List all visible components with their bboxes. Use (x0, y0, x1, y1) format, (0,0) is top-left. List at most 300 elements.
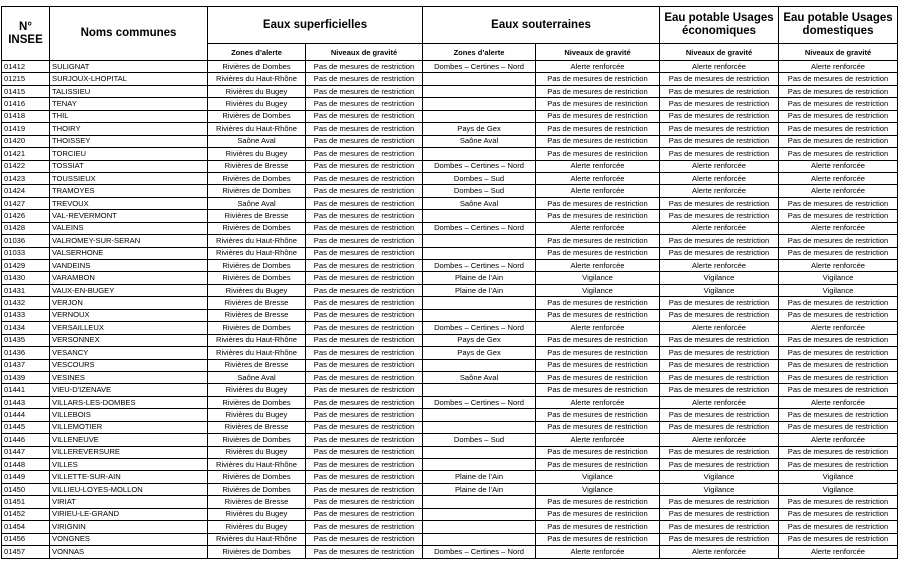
zone-souterraine-cell (423, 247, 536, 259)
zone-souterraine-cell: Pays de Gex (423, 123, 536, 135)
table-header (2, 7, 898, 61)
niveau-superficielle-cell: Pas de mesures de restriction (306, 73, 423, 85)
table-row (2, 135, 898, 147)
commune-name-cell: VERSONNEX (50, 334, 208, 346)
commune-name-cell: VALROMEY-SUR-SERAN (50, 235, 208, 247)
niveau-souterraine-cell: Alerte renforcée (536, 185, 660, 197)
niveau-eau-potable-domestique-cell: Alerte renforcée (779, 172, 898, 184)
insee-code-cell: 01446 (2, 434, 50, 446)
niveau-eau-potable-domestique-cell: Alerte renforcée (779, 185, 898, 197)
insee-code-cell: 01448 (2, 459, 50, 471)
niveau-souterraine-cell: Alerte renforcée (536, 172, 660, 184)
insee-code-cell: 01426 (2, 210, 50, 222)
subheader-niveaux-souterraines: Niveaux de gravité (536, 44, 660, 61)
insee-code-cell: 01457 (2, 546, 50, 558)
zone-souterraine-cell: Plaine de l’Ain (423, 272, 536, 284)
niveau-eau-potable-domestique-cell: Pas de mesures de restriction (779, 409, 898, 421)
niveau-eau-potable-domestique-cell: Pas de mesures de restriction (779, 210, 898, 222)
zone-souterraine-cell (423, 235, 536, 247)
niveau-souterraine-cell: Pas de mesures de restriction (536, 135, 660, 147)
subheader-zones-souterraines: Zones d’alerte (423, 44, 536, 61)
niveau-eau-potable-domestique-cell: Pas de mesures de restriction (779, 508, 898, 520)
zone-souterraine-cell: Saône Aval (423, 197, 536, 209)
insee-code-cell: 01215 (2, 73, 50, 85)
zone-superficielle-cell: Rivières de Bresse (208, 297, 306, 309)
commune-name-cell: VILLES (50, 459, 208, 471)
niveau-eau-potable-domestique-cell: Alerte renforcée (779, 222, 898, 234)
table-row (2, 359, 898, 371)
zone-souterraine-cell (423, 148, 536, 160)
zone-souterraine-cell: Dombes – Sud (423, 185, 536, 197)
niveau-eau-potable-economique-cell: Pas de mesures de restriction (660, 347, 779, 359)
commune-name-cell: VILLENEUVE (50, 434, 208, 446)
zone-souterraine-cell (423, 110, 536, 122)
zone-souterraine-cell: Pays de Gex (423, 334, 536, 346)
commune-name-cell: VIEU-D'IZENAVE (50, 384, 208, 396)
zone-souterraine-cell (423, 446, 536, 458)
niveau-superficielle-cell: Pas de mesures de restriction (306, 210, 423, 222)
zone-souterraine-cell: Saône Aval (423, 371, 536, 383)
niveau-souterraine-cell: Pas de mesures de restriction (536, 148, 660, 160)
commune-name-cell: TOSSIAT (50, 160, 208, 172)
niveau-eau-potable-economique-cell: Pas de mesures de restriction (660, 98, 779, 110)
insee-code-cell: 01419 (2, 123, 50, 135)
niveau-superficielle-cell: Pas de mesures de restriction (306, 222, 423, 234)
niveau-eau-potable-economique-cell: Pas de mesures de restriction (660, 508, 779, 520)
zone-superficielle-cell: Rivières du Haut-Rhône (208, 123, 306, 135)
niveau-souterraine-cell: Vigilance (536, 483, 660, 495)
commune-name-cell: TORCIEU (50, 148, 208, 160)
zone-superficielle-cell: Rivières de Bresse (208, 160, 306, 172)
zone-superficielle-cell: Rivières du Bugey (208, 521, 306, 533)
zone-superficielle-cell: Rivières du Haut-Rhône (208, 247, 306, 259)
zone-souterraine-cell (423, 533, 536, 545)
niveau-eau-potable-domestique-cell: Pas de mesures de restriction (779, 123, 898, 135)
insee-code-cell: 01452 (2, 508, 50, 520)
niveau-eau-potable-economique-cell: Pas de mesures de restriction (660, 210, 779, 222)
niveau-eau-potable-domestique-cell: Pas de mesures de restriction (779, 459, 898, 471)
zone-superficielle-cell: Rivières de Dombes (208, 61, 306, 73)
commune-name-cell: TREVOUX (50, 197, 208, 209)
niveau-souterraine-cell: Alerte renforcée (536, 160, 660, 172)
niveau-eau-potable-domestique-cell: Pas de mesures de restriction (779, 421, 898, 433)
insee-code-cell: 01430 (2, 272, 50, 284)
insee-code-cell: 01433 (2, 309, 50, 321)
niveau-eau-potable-domestique-cell: Vigilance (779, 284, 898, 296)
subheader-niveaux-economiques: Niveaux de gravité (660, 44, 779, 61)
table-row (2, 521, 898, 533)
zone-souterraine-cell (423, 521, 536, 533)
table-row (2, 172, 898, 184)
zone-superficielle-cell: Rivières de Dombes (208, 185, 306, 197)
niveau-superficielle-cell: Pas de mesures de restriction (306, 384, 423, 396)
commune-name-cell: VALSERHONE (50, 247, 208, 259)
niveau-eau-potable-domestique-cell: Pas de mesures de restriction (779, 247, 898, 259)
niveau-eau-potable-domestique-cell: Pas de mesures de restriction (779, 384, 898, 396)
commune-name-cell: VAL-REVERMONT (50, 210, 208, 222)
niveau-superficielle-cell: Pas de mesures de restriction (306, 459, 423, 471)
niveau-eau-potable-domestique-cell: Alerte renforcée (779, 322, 898, 334)
zone-superficielle-cell: Rivières de Bresse (208, 309, 306, 321)
insee-code-cell: 01416 (2, 98, 50, 110)
zone-superficielle-cell: Rivières de Dombes (208, 546, 306, 558)
niveau-eau-potable-domestique-cell: Pas de mesures de restriction (779, 197, 898, 209)
commune-name-cell: VONNAS (50, 546, 208, 558)
niveau-souterraine-cell: Vigilance (536, 471, 660, 483)
zone-superficielle-cell: Rivières du Haut-Rhône (208, 235, 306, 247)
commune-name-cell: VILLEMOTIER (50, 421, 208, 433)
niveau-superficielle-cell: Pas de mesures de restriction (306, 247, 423, 259)
table-row (2, 508, 898, 520)
table-row (2, 160, 898, 172)
zone-superficielle-cell: Rivières de Dombes (208, 172, 306, 184)
table-row (2, 73, 898, 85)
niveau-eau-potable-domestique-cell: Pas de mesures de restriction (779, 110, 898, 122)
niveau-souterraine-cell: Pas de mesures de restriction (536, 197, 660, 209)
commune-name-cell: VESINES (50, 371, 208, 383)
niveau-souterraine-cell: Alerte renforcée (536, 546, 660, 558)
insee-code-cell: 01422 (2, 160, 50, 172)
niveau-souterraine-cell: Pas de mesures de restriction (536, 533, 660, 545)
niveau-souterraine-cell: Pas de mesures de restriction (536, 521, 660, 533)
niveau-eau-potable-domestique-cell: Pas de mesures de restriction (779, 496, 898, 508)
zone-souterraine-cell: Dombes – Certines – Nord (423, 61, 536, 73)
niveau-superficielle-cell: Pas de mesures de restriction (306, 185, 423, 197)
insee-code-cell: 01444 (2, 409, 50, 421)
niveau-eau-potable-economique-cell: Pas de mesures de restriction (660, 334, 779, 346)
table-row (2, 421, 898, 433)
commune-name-cell: TALISSIEU (50, 85, 208, 97)
niveau-souterraine-cell: Pas de mesures de restriction (536, 459, 660, 471)
niveau-eau-potable-economique-cell: Pas de mesures de restriction (660, 521, 779, 533)
niveau-superficielle-cell: Pas de mesures de restriction (306, 135, 423, 147)
commune-name-cell: VONGNES (50, 533, 208, 545)
niveau-superficielle-cell: Pas de mesures de restriction (306, 533, 423, 545)
niveau-souterraine-cell: Pas de mesures de restriction (536, 421, 660, 433)
table-row (2, 110, 898, 122)
insee-code-cell: 01432 (2, 297, 50, 309)
niveau-eau-potable-economique-cell: Alerte renforcée (660, 322, 779, 334)
table-row (2, 309, 898, 321)
zone-superficielle-cell: Rivières de Bresse (208, 210, 306, 222)
commune-name-cell: THOIRY (50, 123, 208, 135)
niveau-souterraine-cell: Pas de mesures de restriction (536, 247, 660, 259)
niveau-eau-potable-economique-cell: Alerte renforcée (660, 61, 779, 73)
niveau-souterraine-cell: Alerte renforcée (536, 396, 660, 408)
niveau-eau-potable-domestique-cell: Alerte renforcée (779, 546, 898, 558)
commune-name-cell: VERNOUX (50, 309, 208, 321)
header-insee: N° INSEE (2, 7, 50, 61)
niveau-superficielle-cell: Pas de mesures de restriction (306, 446, 423, 458)
zone-superficielle-cell: Rivières du Bugey (208, 85, 306, 97)
niveau-eau-potable-economique-cell: Vigilance (660, 471, 779, 483)
table-row (2, 334, 898, 346)
niveau-eau-potable-domestique-cell: Pas de mesures de restriction (779, 371, 898, 383)
niveau-superficielle-cell: Pas de mesures de restriction (306, 110, 423, 122)
niveau-superficielle-cell: Pas de mesures de restriction (306, 322, 423, 334)
restriction-table (1, 6, 898, 559)
commune-name-cell: VILLIEU-LOYES-MOLLON (50, 483, 208, 495)
niveau-eau-potable-domestique-cell: Pas de mesures de restriction (779, 334, 898, 346)
commune-name-cell: VILLARS-LES-DOMBES (50, 396, 208, 408)
niveau-superficielle-cell: Pas de mesures de restriction (306, 521, 423, 533)
niveau-superficielle-cell: Pas de mesures de restriction (306, 546, 423, 558)
niveau-eau-potable-domestique-cell: Vigilance (779, 272, 898, 284)
niveau-superficielle-cell: Pas de mesures de restriction (306, 148, 423, 160)
niveau-eau-potable-economique-cell: Pas de mesures de restriction (660, 235, 779, 247)
insee-code-cell: 01036 (2, 235, 50, 247)
commune-name-cell: VILLEREVERSURE (50, 446, 208, 458)
insee-code-cell: 01451 (2, 496, 50, 508)
niveau-souterraine-cell: Pas de mesures de restriction (536, 210, 660, 222)
table-row (2, 434, 898, 446)
niveau-souterraine-cell: Vigilance (536, 284, 660, 296)
table-row (2, 546, 898, 558)
zone-souterraine-cell: Dombes – Certines – Nord (423, 222, 536, 234)
zone-souterraine-cell (423, 496, 536, 508)
zone-souterraine-cell: Plaine de l’Ain (423, 483, 536, 495)
table-row (2, 347, 898, 359)
niveau-superficielle-cell: Pas de mesures de restriction (306, 508, 423, 520)
table-row (2, 371, 898, 383)
insee-code-cell: 01456 (2, 533, 50, 545)
commune-name-cell: VARAMBON (50, 272, 208, 284)
insee-code-cell: 01436 (2, 347, 50, 359)
commune-name-cell: VIRIGNIN (50, 521, 208, 533)
zone-superficielle-cell: Rivières de Dombes (208, 272, 306, 284)
niveau-superficielle-cell: Pas de mesures de restriction (306, 197, 423, 209)
table-row (2, 98, 898, 110)
header-communes: Noms communes (50, 7, 208, 61)
niveau-souterraine-cell: Pas de mesures de restriction (536, 384, 660, 396)
zone-souterraine-cell (423, 73, 536, 85)
table-row (2, 284, 898, 296)
insee-code-cell: 01429 (2, 260, 50, 272)
niveau-eau-potable-economique-cell: Pas de mesures de restriction (660, 384, 779, 396)
table-row (2, 483, 898, 495)
table-row (2, 85, 898, 97)
insee-code-cell: 01450 (2, 483, 50, 495)
zone-superficielle-cell: Rivières du Bugey (208, 508, 306, 520)
insee-code-cell: 01434 (2, 322, 50, 334)
niveau-eau-potable-economique-cell: Alerte renforcée (660, 546, 779, 558)
commune-name-cell: VALEINS (50, 222, 208, 234)
niveau-souterraine-cell: Pas de mesures de restriction (536, 123, 660, 135)
niveau-superficielle-cell: Pas de mesures de restriction (306, 235, 423, 247)
niveau-eau-potable-domestique-cell: Alerte renforcée (779, 160, 898, 172)
niveau-souterraine-cell: Pas de mesures de restriction (536, 359, 660, 371)
zone-souterraine-cell: Dombes – Certines – Nord (423, 546, 536, 558)
zone-superficielle-cell: Rivières de Dombes (208, 396, 306, 408)
zone-souterraine-cell (423, 359, 536, 371)
zone-souterraine-cell (423, 309, 536, 321)
table-row (2, 396, 898, 408)
niveau-eau-potable-domestique-cell: Pas de mesures de restriction (779, 533, 898, 545)
insee-code-cell: 01421 (2, 148, 50, 160)
header-eau-potable-domestiques: Eau potable Usages domestiques (779, 7, 898, 44)
niveau-eau-potable-economique-cell: Alerte renforcée (660, 185, 779, 197)
niveau-eau-potable-domestique-cell: Pas de mesures de restriction (779, 446, 898, 458)
insee-code-cell: 01418 (2, 110, 50, 122)
niveau-souterraine-cell: Pas de mesures de restriction (536, 85, 660, 97)
zone-souterraine-cell: Dombes – Certines – Nord (423, 260, 536, 272)
niveau-eau-potable-domestique-cell: Pas de mesures de restriction (779, 85, 898, 97)
zone-superficielle-cell: Saône Aval (208, 135, 306, 147)
zone-souterraine-cell: Plaine de l’Ain (423, 284, 536, 296)
niveau-eau-potable-economique-cell: Alerte renforcée (660, 260, 779, 272)
zone-souterraine-cell: Plaine de l’Ain (423, 471, 536, 483)
zone-souterraine-cell (423, 384, 536, 396)
niveau-eau-potable-economique-cell: Pas de mesures de restriction (660, 309, 779, 321)
niveau-eau-potable-economique-cell: Pas de mesures de restriction (660, 533, 779, 545)
niveau-eau-potable-economique-cell: Pas de mesures de restriction (660, 446, 779, 458)
commune-name-cell: VESCOURS (50, 359, 208, 371)
zone-souterraine-cell: Dombes – Certines – Nord (423, 396, 536, 408)
zone-souterraine-cell: Pays de Gex (423, 347, 536, 359)
insee-code-cell: 01439 (2, 371, 50, 383)
niveau-eau-potable-economique-cell: Alerte renforcée (660, 172, 779, 184)
niveau-superficielle-cell: Pas de mesures de restriction (306, 334, 423, 346)
insee-code-cell: 01437 (2, 359, 50, 371)
insee-code-cell: 01427 (2, 197, 50, 209)
table-row (2, 148, 898, 160)
insee-code-cell: 01441 (2, 384, 50, 396)
table-row (2, 222, 898, 234)
zone-souterraine-cell: Dombes – Sud (423, 172, 536, 184)
niveau-eau-potable-domestique-cell: Alerte renforcée (779, 61, 898, 73)
niveau-superficielle-cell: Pas de mesures de restriction (306, 347, 423, 359)
niveau-eau-potable-economique-cell: Pas de mesures de restriction (660, 73, 779, 85)
zone-superficielle-cell: Rivières de Dombes (208, 110, 306, 122)
niveau-eau-potable-domestique-cell: Pas de mesures de restriction (779, 297, 898, 309)
zone-superficielle-cell: Rivières de Bresse (208, 421, 306, 433)
table-row (2, 260, 898, 272)
insee-code-cell: 01447 (2, 446, 50, 458)
zone-souterraine-cell: Saône Aval (423, 135, 536, 147)
zone-souterraine-cell (423, 210, 536, 222)
zone-superficielle-cell: Rivières de Dombes (208, 483, 306, 495)
niveau-eau-potable-economique-cell: Pas de mesures de restriction (660, 123, 779, 135)
niveau-eau-potable-economique-cell: Pas de mesures de restriction (660, 85, 779, 97)
commune-name-cell: THIL (50, 110, 208, 122)
niveau-souterraine-cell: Alerte renforcée (536, 61, 660, 73)
niveau-eau-potable-economique-cell: Pas de mesures de restriction (660, 297, 779, 309)
subheader-niveaux-superficielles: Niveaux de gravité (306, 44, 423, 61)
niveau-souterraine-cell: Pas de mesures de restriction (536, 409, 660, 421)
niveau-superficielle-cell: Pas de mesures de restriction (306, 98, 423, 110)
subheader-niveaux-domestiques: Niveaux de gravité (779, 44, 898, 61)
niveau-eau-potable-economique-cell: Alerte renforcée (660, 160, 779, 172)
insee-code-cell: 01454 (2, 521, 50, 533)
niveau-eau-potable-economique-cell: Pas de mesures de restriction (660, 409, 779, 421)
niveau-eau-potable-economique-cell: Pas de mesures de restriction (660, 371, 779, 383)
table-row (2, 297, 898, 309)
table-row (2, 185, 898, 197)
table-row (2, 384, 898, 396)
zone-superficielle-cell: Rivières du Haut-Rhône (208, 533, 306, 545)
zone-superficielle-cell: Rivières du Bugey (208, 148, 306, 160)
niveau-souterraine-cell: Pas de mesures de restriction (536, 309, 660, 321)
commune-name-cell: VIRIAT (50, 496, 208, 508)
zone-superficielle-cell: Rivières du Haut-Rhône (208, 347, 306, 359)
niveau-eau-potable-economique-cell: Pas de mesures de restriction (660, 421, 779, 433)
table-row (2, 61, 898, 73)
commune-name-cell: TOUSSIEUX (50, 172, 208, 184)
niveau-superficielle-cell: Pas de mesures de restriction (306, 359, 423, 371)
niveau-eau-potable-domestique-cell: Pas de mesures de restriction (779, 98, 898, 110)
zone-souterraine-cell: Dombes – Certines – Nord (423, 322, 536, 334)
commune-name-cell: VERSAILLEUX (50, 322, 208, 334)
niveau-eau-potable-domestique-cell: Pas de mesures de restriction (779, 73, 898, 85)
commune-name-cell: SURJOUX-LHOPITAL (50, 73, 208, 85)
niveau-superficielle-cell: Pas de mesures de restriction (306, 409, 423, 421)
niveau-eau-potable-economique-cell: Alerte renforcée (660, 222, 779, 234)
table-row (2, 459, 898, 471)
niveau-eau-potable-domestique-cell: Pas de mesures de restriction (779, 309, 898, 321)
commune-name-cell: TENAY (50, 98, 208, 110)
zone-superficielle-cell: Rivières de Dombes (208, 434, 306, 446)
niveau-superficielle-cell: Pas de mesures de restriction (306, 260, 423, 272)
commune-name-cell: VIRIEU-LE-GRAND (50, 508, 208, 520)
table-row (2, 471, 898, 483)
niveau-superficielle-cell: Pas de mesures de restriction (306, 297, 423, 309)
niveau-eau-potable-domestique-cell: Pas de mesures de restriction (779, 235, 898, 247)
niveau-superficielle-cell: Pas de mesures de restriction (306, 123, 423, 135)
niveau-superficielle-cell: Pas de mesures de restriction (306, 496, 423, 508)
insee-code-cell: 01449 (2, 471, 50, 483)
zone-souterraine-cell (423, 297, 536, 309)
niveau-eau-potable-domestique-cell: Pas de mesures de restriction (779, 135, 898, 147)
niveau-eau-potable-economique-cell: Pas de mesures de restriction (660, 459, 779, 471)
niveau-superficielle-cell: Pas de mesures de restriction (306, 85, 423, 97)
table-row (2, 123, 898, 135)
zone-souterraine-cell (423, 459, 536, 471)
table-row (2, 197, 898, 209)
table-row (2, 496, 898, 508)
niveau-souterraine-cell: Pas de mesures de restriction (536, 371, 660, 383)
insee-code-cell: 01443 (2, 396, 50, 408)
commune-name-cell: VAUX-EN-BUGEY (50, 284, 208, 296)
table-body (2, 61, 898, 559)
niveau-superficielle-cell: Pas de mesures de restriction (306, 272, 423, 284)
zone-superficielle-cell: Rivières du Haut-Rhône (208, 459, 306, 471)
zone-souterraine-cell (423, 98, 536, 110)
zone-superficielle-cell: Rivières du Haut-Rhône (208, 334, 306, 346)
zone-superficielle-cell: Rivières de Dombes (208, 260, 306, 272)
zone-souterraine-cell: Dombes – Certines – Nord (423, 160, 536, 172)
header-eaux-souterraines: Eaux souterraines (423, 7, 660, 44)
zone-superficielle-cell: Rivières du Bugey (208, 98, 306, 110)
commune-name-cell: VESANCY (50, 347, 208, 359)
niveau-eau-potable-economique-cell: Pas de mesures de restriction (660, 496, 779, 508)
insee-code-cell: 01424 (2, 185, 50, 197)
niveau-souterraine-cell: Pas de mesures de restriction (536, 496, 660, 508)
niveau-eau-potable-economique-cell: Pas de mesures de restriction (660, 148, 779, 160)
niveau-eau-potable-domestique-cell: Pas de mesures de restriction (779, 347, 898, 359)
niveau-eau-potable-domestique-cell: Pas de mesures de restriction (779, 521, 898, 533)
zone-superficielle-cell: Rivières de Dombes (208, 471, 306, 483)
niveau-eau-potable-economique-cell: Pas de mesures de restriction (660, 135, 779, 147)
niveau-superficielle-cell: Pas de mesures de restriction (306, 172, 423, 184)
zone-superficielle-cell: Rivières de Dombes (208, 222, 306, 234)
niveau-souterraine-cell: Pas de mesures de restriction (536, 508, 660, 520)
niveau-superficielle-cell: Pas de mesures de restriction (306, 471, 423, 483)
niveau-eau-potable-economique-cell: Pas de mesures de restriction (660, 197, 779, 209)
zone-superficielle-cell: Rivières du Bugey (208, 384, 306, 396)
niveau-eau-potable-economique-cell: Vigilance (660, 483, 779, 495)
niveau-souterraine-cell: Pas de mesures de restriction (536, 347, 660, 359)
niveau-souterraine-cell: Alerte renforcée (536, 322, 660, 334)
